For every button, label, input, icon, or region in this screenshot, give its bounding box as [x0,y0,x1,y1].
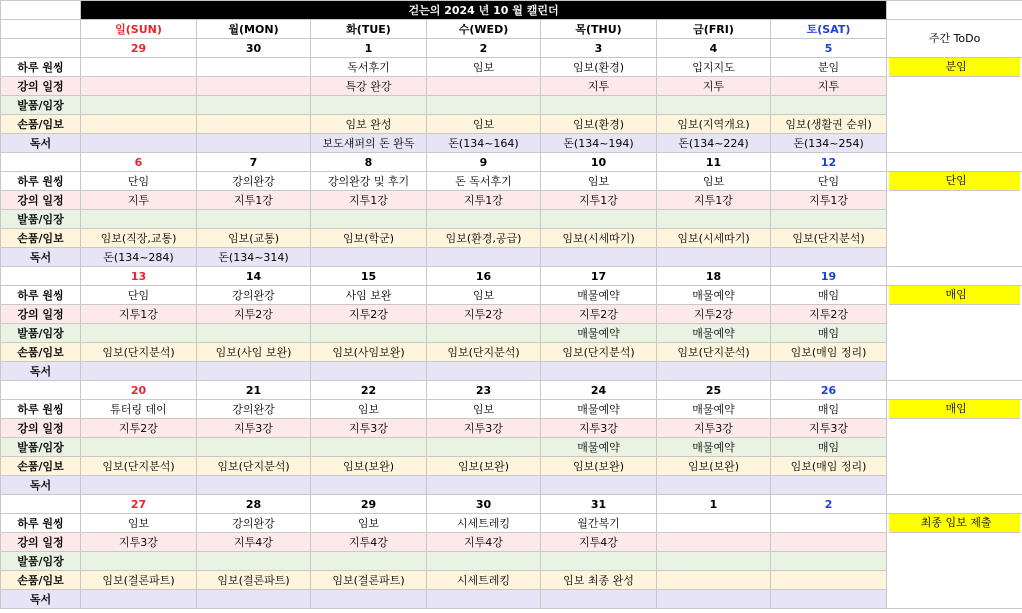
weekday-sat: 토(SAT) [771,20,887,39]
row-fieldwork [1,438,1022,457]
schedule-cell[interactable] [771,96,887,115]
schedule-cell[interactable]: 지투2강 [771,305,887,324]
category-label: 독서 [1,362,81,381]
weekly-todo-cell[interactable] [887,514,1022,609]
title-row [1,1,1022,20]
date-cell-sun[interactable]: 6 [81,153,197,172]
date-cell-thu[interactable]: 17 [541,267,657,286]
schedule-cell[interactable] [657,571,771,590]
date-cell-fri[interactable]: 25 [657,381,771,400]
date-cell-sun[interactable]: 29 [81,39,197,58]
schedule-cell[interactable] [311,590,427,609]
schedule-cell[interactable]: 돈(134~164) [427,134,541,153]
schedule-cell[interactable] [427,210,541,229]
schedule-cell[interactable]: 지투1강 [81,305,197,324]
schedule-cell[interactable]: 임보(단지분석) [657,343,771,362]
weekday-sun: 일(SUN) [81,20,197,39]
schedule-cell[interactable] [771,571,887,590]
date-cell-sun[interactable]: 20 [81,381,197,400]
schedule-cell[interactable] [771,533,887,552]
schedule-cell[interactable] [771,514,887,533]
weekly-todo-cell[interactable] [887,58,1022,153]
schedule-cell[interactable] [81,362,197,381]
schedule-cell[interactable] [311,438,427,457]
schedule-cell[interactable] [311,96,427,115]
schedule-cell[interactable]: 돈(134~314) [197,248,311,267]
date-row-corner [1,267,81,286]
schedule-cell[interactable] [197,324,311,343]
schedule-cell[interactable]: 지투2강 [311,305,427,324]
schedule-cell[interactable]: 단임 [81,172,197,191]
schedule-cell[interactable]: 임보 [81,514,197,533]
weekday-fri: 금(FRI) [657,20,771,39]
category-label: 강의 일정 [1,419,81,438]
row-fieldwork [1,552,1022,571]
category-label: 손품/임보 [1,457,81,476]
schedule-cell[interactable]: 지투3강 [657,419,771,438]
schedule-cell[interactable]: 매임 [771,324,887,343]
category-label: 발품/임장 [1,324,81,343]
corner-blank [1,1,81,20]
schedule-cell[interactable] [81,58,197,77]
todo-spacer [887,153,1022,172]
schedule-cell[interactable]: 임보 [427,58,541,77]
date-cell-mon[interactable]: 14 [197,267,311,286]
schedule-cell[interactable]: 지투1강 [657,191,771,210]
schedule-cell[interactable] [427,362,541,381]
schedule-cell[interactable]: 매임 [771,438,887,457]
weekday-mon: 월(MON) [197,20,311,39]
row-reading [1,362,1022,381]
schedule-cell[interactable]: 지투3강 [541,419,657,438]
row-reading [1,476,1022,495]
schedule-cell[interactable]: 지투1강 [311,191,427,210]
schedule-cell[interactable]: 임보 [541,172,657,191]
schedule-cell[interactable]: 임보(단지분석) [427,343,541,362]
schedule-cell[interactable] [657,552,771,571]
schedule-cell[interactable]: 매물예약 [541,324,657,343]
schedule-cell[interactable]: 단임 [81,286,197,305]
schedule-cell[interactable] [81,96,197,115]
schedule-cell[interactable]: 지투2강 [81,419,197,438]
schedule-cell[interactable]: 돈 독서후기 [427,172,541,191]
schedule-cell[interactable]: 단임 [771,172,887,191]
schedule-cell[interactable] [657,533,771,552]
week-date-row [1,267,1022,286]
todo-spacer [887,495,1022,514]
schedule-cell[interactable] [657,96,771,115]
row-lecture-schedule [1,191,1022,210]
schedule-cell[interactable]: 강의완강 [197,286,311,305]
week-date-row [1,381,1022,400]
row-report [1,343,1022,362]
row-lecture-schedule [1,305,1022,324]
schedule-cell[interactable]: 돈(134~254) [771,134,887,153]
schedule-cell[interactable]: 매임 [771,400,887,419]
schedule-cell[interactable]: 임보(환경) [541,115,657,134]
schedule-cell[interactable] [427,77,541,96]
schedule-cell[interactable]: 지투2강 [541,305,657,324]
schedule-cell[interactable]: 강의완강 [197,172,311,191]
schedule-cell[interactable] [657,476,771,495]
weekday-header-row [1,20,1022,39]
schedule-cell[interactable]: 임보(단지분석) [81,343,197,362]
schedule-cell[interactable]: 지투3강 [81,533,197,552]
schedule-cell[interactable]: 매물예약 [657,286,771,305]
schedule-cell[interactable]: 매물예약 [657,438,771,457]
schedule-cell[interactable]: 지투1강 [427,191,541,210]
date-cell-tue[interactable]: 15 [311,267,427,286]
category-label: 강의 일정 [1,77,81,96]
row-lecture-schedule [1,77,1022,96]
schedule-cell[interactable]: 임보(생활권 순위) [771,115,887,134]
category-label: 강의 일정 [1,191,81,210]
category-label: 손품/임보 [1,343,81,362]
schedule-cell[interactable] [197,58,311,77]
date-cell-thu[interactable]: 10 [541,153,657,172]
schedule-cell[interactable]: 임보(교통) [197,229,311,248]
category-label: 하루 원씽 [1,172,81,191]
weekly-todo-item: 최종 임보 제출 [889,514,1020,533]
schedule-cell[interactable]: 임보(결론파트) [197,571,311,590]
category-label: 하루 원씽 [1,514,81,533]
category-label: 독서 [1,248,81,267]
date-cell-sat[interactable]: 26 [771,381,887,400]
date-cell-fri[interactable]: 11 [657,153,771,172]
schedule-cell[interactable] [197,77,311,96]
schedule-cell[interactable] [427,248,541,267]
schedule-cell[interactable]: 튜터링 데이 [81,400,197,419]
weekly-todo-cell[interactable] [887,400,1022,495]
schedule-cell[interactable] [81,210,197,229]
date-cell-mon[interactable]: 28 [197,495,311,514]
schedule-cell[interactable] [771,552,887,571]
schedule-cell[interactable] [81,134,197,153]
schedule-cell[interactable] [771,210,887,229]
date-cell-fri[interactable]: 18 [657,267,771,286]
schedule-cell[interactable]: 임보(보완) [657,457,771,476]
schedule-cell[interactable] [541,552,657,571]
category-label: 발품/임장 [1,210,81,229]
date-cell-mon[interactable]: 30 [197,39,311,58]
schedule-cell[interactable] [657,248,771,267]
schedule-cell[interactable]: 임보(단지분석) [197,457,311,476]
schedule-cell[interactable]: 임보(보완) [427,457,541,476]
schedule-cell[interactable]: 지투4강 [197,533,311,552]
date-cell-sat[interactable]: 5 [771,39,887,58]
row-one-thing [1,58,1022,77]
schedule-cell[interactable]: 매물예약 [657,400,771,419]
schedule-cell[interactable]: 지투 [541,77,657,96]
date-row-corner [1,381,81,400]
schedule-cell[interactable]: 임보(매임 정리) [771,457,887,476]
schedule-cell[interactable]: 임보(결론파트) [311,571,427,590]
schedule-cell[interactable]: 독서후기 [311,58,427,77]
category-label: 발품/임장 [1,96,81,115]
date-cell-tue[interactable]: 8 [311,153,427,172]
date-cell-wed[interactable]: 16 [427,267,541,286]
date-cell-thu[interactable]: 3 [541,39,657,58]
schedule-cell[interactable] [81,590,197,609]
schedule-cell[interactable] [81,438,197,457]
schedule-cell[interactable] [197,115,311,134]
schedule-cell[interactable] [427,476,541,495]
schedule-cell[interactable]: 임보(시세따기) [657,229,771,248]
category-label: 독서 [1,590,81,609]
weekly-todo-item: 단임 [889,172,1020,191]
schedule-cell[interactable] [541,362,657,381]
weekday-tue: 화(TUE) [311,20,427,39]
category-label: 강의 일정 [1,305,81,324]
schedule-cell[interactable] [81,77,197,96]
weekly-todo-item: 매임 [889,400,1020,419]
row-report [1,571,1022,590]
schedule-cell[interactable]: 사임 보완 [311,286,427,305]
schedule-cell[interactable] [197,96,311,115]
schedule-cell[interactable] [81,552,197,571]
row-report [1,229,1022,248]
weekday-header-corner [1,20,81,39]
schedule-cell[interactable] [427,438,541,457]
row-report [1,115,1022,134]
schedule-cell[interactable]: 지투3강 [771,419,887,438]
schedule-cell[interactable] [771,590,887,609]
schedule-cell[interactable]: 임보(직장,교통) [81,229,197,248]
schedule-cell[interactable]: 임보(단지분석) [541,343,657,362]
weekly-todo-item: 분임 [889,58,1020,77]
schedule-cell[interactable]: 지투4강 [541,533,657,552]
schedule-cell[interactable]: 지투2강 [197,305,311,324]
schedule-cell[interactable]: 시세트레킹 [427,514,541,533]
category-label: 강의 일정 [1,533,81,552]
date-cell-wed[interactable]: 9 [427,153,541,172]
schedule-cell[interactable]: 지투2강 [427,305,541,324]
schedule-cell[interactable]: 돈(134~194) [541,134,657,153]
schedule-cell[interactable] [311,476,427,495]
schedule-cell[interactable] [81,324,197,343]
date-cell-tue[interactable]: 1 [311,39,427,58]
schedule-cell[interactable]: 지투2강 [657,305,771,324]
schedule-cell[interactable] [311,362,427,381]
schedule-cell[interactable]: 임보(학군) [311,229,427,248]
weekday-thu: 목(THU) [541,20,657,39]
weekly-todo-item: 매임 [889,286,1020,305]
schedule-cell[interactable] [197,362,311,381]
schedule-cell[interactable] [427,324,541,343]
schedule-cell[interactable] [197,210,311,229]
date-cell-sat[interactable]: 2 [771,495,887,514]
schedule-cell[interactable]: 지투1강 [541,191,657,210]
schedule-cell[interactable]: 강의완강 [197,514,311,533]
weekly-todo-cell[interactable] [887,172,1022,267]
schedule-cell[interactable] [197,590,311,609]
schedule-cell[interactable] [541,96,657,115]
calendar-title: 걷는의 2024 년 10 월 캘린더 [81,1,887,20]
schedule-cell[interactable]: 임보(결론파트) [81,571,197,590]
category-label: 발품/임장 [1,552,81,571]
schedule-cell[interactable] [771,476,887,495]
date-cell-thu[interactable]: 24 [541,381,657,400]
schedule-cell[interactable]: 지투 [771,77,887,96]
schedule-cell[interactable]: 임보(사임보완) [311,343,427,362]
schedule-cell[interactable]: 임보 [311,400,427,419]
todo-spacer [887,267,1022,286]
schedule-cell[interactable]: 지투 [81,191,197,210]
schedule-cell[interactable] [311,552,427,571]
category-label: 손품/임보 [1,229,81,248]
schedule-cell[interactable]: 지투4강 [311,533,427,552]
schedule-cell[interactable]: 돈(134~224) [657,134,771,153]
schedule-cell[interactable]: 지투3강 [427,419,541,438]
schedule-cell[interactable]: 임보(단지분석) [81,457,197,476]
category-label: 독서 [1,134,81,153]
schedule-cell[interactable]: 돈(134~284) [81,248,197,267]
row-fieldwork [1,210,1022,229]
schedule-cell[interactable]: 임보(환경) [541,58,657,77]
schedule-cell[interactable]: 임보(매임 정리) [771,343,887,362]
schedule-cell[interactable]: 지투 [657,77,771,96]
schedule-cell[interactable] [771,248,887,267]
schedule-cell[interactable]: 지투3강 [197,419,311,438]
weekly-todo-header: 주간 ToDo [887,20,1022,58]
date-cell-sun[interactable]: 13 [81,267,197,286]
date-row-corner [1,39,81,58]
schedule-cell[interactable]: 임보 [427,115,541,134]
schedule-cell[interactable]: 특강 완강 [311,77,427,96]
category-label: 손품/임보 [1,115,81,134]
schedule-cell[interactable]: 임보(단지분석) [771,229,887,248]
row-fieldwork [1,324,1022,343]
schedule-cell[interactable] [541,476,657,495]
todo-spacer [887,381,1022,400]
schedule-cell[interactable]: 지투1강 [771,191,887,210]
schedule-cell[interactable] [657,362,771,381]
row-one-thing [1,514,1022,533]
date-cell-sat[interactable]: 19 [771,267,887,286]
schedule-cell[interactable]: 임보(시세따기) [541,229,657,248]
schedule-cell[interactable]: 임보(환경,공급) [427,229,541,248]
row-reading [1,134,1022,153]
category-label: 하루 원씽 [1,400,81,419]
schedule-cell[interactable]: 임보 [427,400,541,419]
schedule-cell[interactable]: 강의완강 및 후기 [311,172,427,191]
schedule-cell[interactable]: 매물예약 [541,438,657,457]
row-reading [1,590,1022,609]
weekday-wed: 수(WED) [427,20,541,39]
category-label: 발품/임장 [1,438,81,457]
row-reading [1,248,1022,267]
schedule-cell[interactable] [427,96,541,115]
category-label: 손품/임보 [1,571,81,590]
schedule-cell[interactable]: 임보(보완) [541,457,657,476]
schedule-cell[interactable] [81,476,197,495]
schedule-cell[interactable]: 강의완강 [197,400,311,419]
schedule-cell[interactable] [657,514,771,533]
schedule-cell[interactable]: 임보 최종 완성 [541,571,657,590]
date-cell-wed[interactable]: 2 [427,39,541,58]
schedule-cell[interactable]: 매물예약 [541,400,657,419]
date-cell-tue[interactable]: 22 [311,381,427,400]
week-date-row [1,153,1022,172]
schedule-cell[interactable]: 매물예약 [541,286,657,305]
date-cell-fri[interactable]: 4 [657,39,771,58]
date-cell-mon[interactable]: 7 [197,153,311,172]
row-report [1,457,1022,476]
schedule-cell[interactable] [657,590,771,609]
category-label: 독서 [1,476,81,495]
schedule-cell[interactable] [541,210,657,229]
date-cell-tue[interactable]: 29 [311,495,427,514]
schedule-cell[interactable]: 입지지도 [657,58,771,77]
schedule-cell[interactable]: 임보(사임 보완) [197,343,311,362]
row-lecture-schedule [1,419,1022,438]
schedule-cell[interactable] [541,590,657,609]
schedule-cell[interactable]: 임보 완성 [311,115,427,134]
schedule-cell[interactable]: 보도섀퍼의 돈 완독 [311,134,427,153]
schedule-cell[interactable] [81,115,197,134]
row-lecture-schedule [1,533,1022,552]
schedule-cell[interactable] [427,552,541,571]
schedule-cell[interactable]: 임보 [427,286,541,305]
date-cell-sat[interactable]: 12 [771,153,887,172]
schedule-cell[interactable]: 월간복기 [541,514,657,533]
schedule-cell[interactable]: 지투1강 [197,191,311,210]
schedule-cell[interactable] [197,552,311,571]
date-cell-sun[interactable]: 27 [81,495,197,514]
schedule-cell[interactable] [197,134,311,153]
weekly-todo-cell[interactable] [887,286,1022,381]
date-cell-wed[interactable]: 23 [427,381,541,400]
date-cell-mon[interactable]: 21 [197,381,311,400]
schedule-cell[interactable] [771,362,887,381]
date-cell-fri[interactable]: 1 [657,495,771,514]
schedule-cell[interactable] [427,590,541,609]
schedule-cell[interactable] [197,476,311,495]
category-label: 하루 원씽 [1,58,81,77]
schedule-cell[interactable]: 분임 [771,58,887,77]
schedule-cell[interactable] [311,210,427,229]
row-one-thing [1,172,1022,191]
schedule-cell[interactable] [657,210,771,229]
schedule-cell[interactable] [197,438,311,457]
date-row-corner [1,495,81,514]
schedule-cell[interactable]: 임보 [311,514,427,533]
schedule-cell[interactable]: 임보(보완) [311,457,427,476]
row-one-thing [1,400,1022,419]
schedule-cell[interactable]: 임보 [657,172,771,191]
schedule-cell[interactable]: 지투4강 [427,533,541,552]
week-date-row [1,39,1022,58]
row-fieldwork [1,96,1022,115]
schedule-cell[interactable]: 매임 [771,286,887,305]
schedule-cell[interactable]: 매물예약 [657,324,771,343]
title-right-blank [887,1,1022,20]
schedule-cell[interactable] [311,248,427,267]
week-date-row [1,495,1022,514]
schedule-cell[interactable]: 시세트레킹 [427,571,541,590]
schedule-cell[interactable] [541,248,657,267]
date-row-corner [1,153,81,172]
schedule-cell[interactable]: 지투3강 [311,419,427,438]
row-one-thing [1,286,1022,305]
category-label: 하루 원씽 [1,286,81,305]
date-cell-wed[interactable]: 30 [427,495,541,514]
date-cell-thu[interactable]: 31 [541,495,657,514]
schedule-cell[interactable] [311,324,427,343]
schedule-cell[interactable]: 임보(지역개요) [657,115,771,134]
